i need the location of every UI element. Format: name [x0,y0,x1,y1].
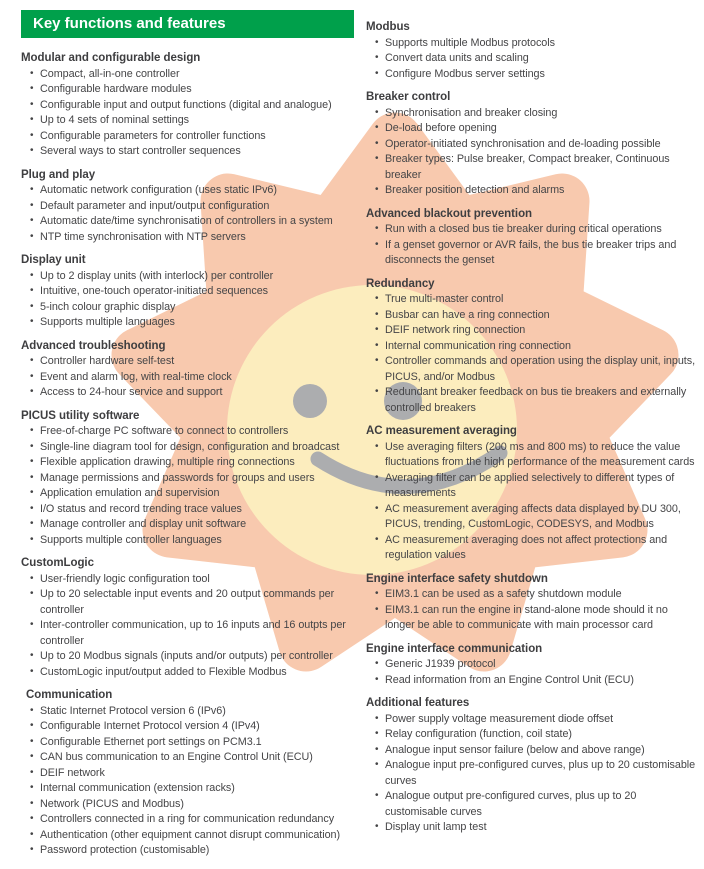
feature-item [21,214,361,230]
feature-list [366,657,699,688]
feature-list [21,704,361,859]
feature-item-text: De-load before opening [385,122,497,134]
bullet-icon: • [375,238,379,250]
feature-item-text: Static Internet Protocol version 6 (IPv6) [40,704,226,717]
bullet-icon: • [30,199,34,211]
feature-item [366,238,699,269]
bullet-icon: • [30,98,34,110]
bullet-icon: • [375,821,379,832]
bullet-icon: • [30,766,34,778]
bullet-icon: • [375,153,379,164]
feature-list [21,424,361,548]
feature-list [21,572,361,681]
feature-item-text: Use averaging filters (200 ms and 800 ms) to reduce the value fluctuations from the high performance of the measurement cards [385,440,695,468]
bullet-icon: • [30,129,34,141]
bullet-icon: • [375,339,379,351]
feature-item-text: Generic J1939 protocol [385,658,496,670]
feature-item [21,618,361,649]
bullet-icon: • [30,751,34,762]
bullet-icon: • [375,36,379,48]
feature-item-text: Read information from an Engine Control Unit (ECU) [385,673,634,686]
feature-item [21,649,361,665]
feature-item [366,789,699,820]
bullet-icon: • [375,603,379,615]
bullet-icon: • [375,355,379,366]
bullet-icon: • [375,308,379,320]
feature-item [21,502,361,518]
feature-item-text: If a genset governor or AVR fails, the bus tie breaker trips and disconnects the genset [385,238,677,266]
bullet-icon: • [30,456,34,467]
feature-list [366,106,699,199]
left-column-sections [21,51,361,859]
feature-item-text: Power supply voltage measurement diode offset [385,712,614,725]
bullet-icon: • [30,300,34,312]
feature-item-text: Password protection (customisable) [40,844,210,856]
bullet-icon: • [30,386,34,397]
feature-item-text: Configurable Internet Protocol version 4 (IPv4) [40,720,260,732]
bullet-icon: • [30,67,34,79]
bullet-icon: • [30,797,34,809]
feature-item-text: Manage permissions and passwords for groups and users [40,471,315,484]
feature-item-text: Breaker types: Pulse breaker, Compact breaker, Continuous breaker [385,153,670,181]
feature-item [21,572,361,588]
feature-item [21,517,361,533]
bullet-icon: • [30,782,34,793]
feature-item-text: Free-of-charge PC software to connect to controllers [40,425,289,437]
feature-item [366,471,699,502]
feature-item-text: EIM3.1 can run the engine in stand-alone mode should it no longer be able to communicate with main processor card [385,603,668,631]
feature-item-text: Internal communication (extension racks) [40,782,235,794]
feature-item-text: User-friendly logic configuration tool [40,572,210,585]
feature-list [21,269,361,331]
feature-list [366,222,699,269]
feature-item [366,323,699,339]
feature-item-text: Configure Modbus server settings [385,67,545,80]
bullet-icon: • [30,269,34,281]
bullet-icon: • [375,743,379,755]
bullet-icon: • [30,184,34,195]
feature-item-text: Analogue input pre-configured curves, plus up to 20 customisable curves [385,759,696,787]
bullet-icon: • [30,720,34,731]
bullet-icon: • [375,759,379,770]
bullet-icon: • [30,588,34,599]
feature-item-text: Controller hardware self-test [40,355,175,367]
feature-item-text: Up to 4 sets of nominal settings [40,114,190,126]
feature-item-text: EIM3.1 can be used as a safety shutdown module [385,588,622,600]
feature-item [366,533,699,564]
section-heading: Engine interface safety shutdown [366,572,548,585]
bullet-icon: • [30,471,34,483]
feature-item [366,657,699,673]
feature-item-text: Event and alarm log, with real-time clock [40,370,232,383]
feature-item-text: Flexible application drawing, multiple ring connections [40,456,295,468]
feature-item [21,665,361,681]
bullet-icon: • [30,230,34,242]
feature-list [366,292,699,416]
feature-item-text: Intuitive, one-touch operator-initiated sequences [40,285,269,297]
feature-item [366,308,699,324]
feature-item [21,183,361,199]
bullet-icon: • [375,386,379,397]
feature-item [366,502,699,533]
feature-item-text: DEIF network [40,766,105,779]
section-heading: Additional features [366,697,470,709]
feature-item [21,828,361,844]
feature-item-text: Manage controller and display unit software [40,518,247,530]
feature-item-text: Automatic network configuration (uses static IPv6) [40,184,277,196]
feature-item [21,199,361,215]
feature-item-text: Analogue input sensor failure (below and above range) [385,743,645,756]
feature-item [21,98,361,114]
feature-item-text: Supports multiple Modbus protocols [385,36,555,49]
right-column-sections [366,20,699,836]
section-heading: Advanced troubleshooting [21,339,166,352]
feature-item [21,354,361,370]
feature-item [366,673,699,689]
feature-item-text: Internal communication ring connection [385,339,571,352]
feature-list [21,67,361,160]
feature-item [366,354,699,385]
feature-item-text: Up to 20 Modbus signals (inputs and/or outputs) per controller [40,650,333,662]
feature-item [366,106,699,122]
bullet-icon: • [375,106,379,118]
bullet-icon: • [30,440,34,452]
bullet-icon: • [30,828,34,840]
bullet-icon: • [30,355,34,366]
bullet-icon: • [30,425,34,436]
page-title: Key functions and features [21,10,354,38]
feature-item [366,440,699,471]
bullet-icon: • [375,184,379,195]
feature-item [21,587,361,618]
bullet-icon: • [375,658,379,669]
bullet-icon: • [30,704,34,716]
feature-item [366,727,699,743]
feature-item-text: Run with a closed bus tie breaker during critical operations [385,223,662,235]
bullet-icon: • [30,665,34,677]
feature-item [21,284,361,300]
feature-item-text: Configurable Ethernet port settings on PCM3.1 [40,735,262,748]
feature-item [21,113,361,129]
feature-item-text: Up to 20 selectable input events and 20 output commands per controller [40,588,335,616]
feature-item [366,121,699,137]
bullet-icon: • [30,145,34,156]
section-heading: Engine interface communication [366,642,543,655]
feature-item [21,144,361,160]
feature-item-text: Controller commands and operation using the display unit, inputs, PICUS, and/or Modbus [385,355,696,383]
feature-item-text: Convert data units and scaling [385,52,529,64]
feature-list [366,587,699,634]
feature-item-text: Automatic date/time synchronisation of controllers in a system [40,215,333,227]
feature-item [366,743,699,759]
bullet-icon: • [375,440,379,452]
feature-item [366,385,699,416]
bullet-icon: • [30,487,34,498]
bullet-icon: • [375,471,379,483]
feature-item [21,82,361,98]
feature-item-text: NTP time synchronisation with NTP servers [40,230,246,243]
feature-item-text: Supports multiple controller languages [40,533,222,546]
bullet-icon: • [30,114,34,125]
feature-item [366,152,699,183]
section-heading: Redundancy [366,277,435,290]
feature-item-text: Default parameter and input/output configuration [40,199,270,212]
feature-item-text: Inter-controller communication, up to 16 inputs and 16 outpts per controller [40,619,346,647]
section-heading: Modular and configurable design [21,52,201,64]
bullet-icon: • [30,844,34,855]
bullet-icon: • [30,316,34,327]
feature-item-text: Several ways to start controller sequences [40,145,241,157]
feature-item [21,424,361,440]
feature-item-text: Breaker position detection and alarms [385,184,565,196]
feature-list [366,36,699,83]
feature-item [366,758,699,789]
bullet-icon: • [375,293,379,304]
feature-item-text: 5-inch colour graphic display [40,300,176,313]
feature-item [21,300,361,316]
feature-item-text: Display unit lamp test [385,821,487,833]
bullet-icon: • [375,502,379,514]
feature-item [366,36,699,52]
section-heading: Display unit [21,254,86,266]
feature-item [366,820,699,836]
feature-item [21,370,361,386]
feature-item [21,781,361,797]
feature-item [21,471,361,487]
bullet-icon: • [375,137,379,149]
bullet-icon: • [375,533,379,545]
section-heading: AC measurement averaging [366,425,517,437]
feature-item-text: Averaging filter can be applied selectively to different types of measurements [385,471,675,499]
bullet-icon: • [30,533,34,545]
left-column [21,10,361,859]
feature-item-text: Relay configuration (function, coil state) [385,728,572,740]
bullet-icon: • [375,588,379,599]
feature-item-text: Controllers connected in a ring for communication redundancy [40,813,335,825]
feature-item [366,712,699,728]
feature-item [366,183,699,199]
feature-item-text: Configurable hardware modules [40,83,192,95]
bullet-icon: • [30,215,34,226]
feature-list [21,183,361,245]
feature-item [21,230,361,246]
feature-item-text: Application emulation and supervision [40,487,220,499]
feature-item [21,704,361,720]
bullet-icon: • [30,735,34,747]
feature-list [366,440,699,564]
feature-item [366,222,699,238]
feature-item-text: Network (PICUS and Modbus) [40,797,184,810]
feature-item [21,719,361,735]
section-heading: Modbus [366,21,410,33]
feature-item [21,797,361,813]
feature-item-text: Access to 24-hour service and support [40,386,223,398]
feature-item-text: True multi-master control [385,293,504,305]
feature-item [21,843,361,859]
feature-item [366,339,699,355]
section-heading: Breaker control [366,91,451,103]
feature-item-text: Operator-initiated synchronisation and de-loading possible [385,137,661,150]
section-heading: PICUS utility software [21,409,140,422]
feature-item-text: Authentication (other equipment cannot disrupt communication) [40,828,341,841]
feature-item [21,315,361,331]
feature-item-text: Configurable parameters for controller functions [40,129,266,142]
bullet-icon: • [375,324,379,335]
feature-item [21,486,361,502]
bullet-icon: • [30,572,34,584]
bullet-icon: • [30,83,34,94]
right-column [366,12,699,836]
feature-item-text: Redundant breaker feedback on bus tie breakers and externally controlled breakers [385,386,687,414]
bullet-icon: • [30,619,34,630]
feature-item-text: Single-line diagram tool for design, configuration and broadcast [40,440,340,453]
feature-item-text: Analogue output pre-configured curves, plus up to 20 customisable curves [385,790,637,818]
feature-item-text: Synchronisation and breaker closing [385,106,558,119]
feature-item-text: Supports multiple languages [40,316,175,328]
feature-item [21,385,361,401]
bullet-icon: • [375,712,379,724]
section-heading: CustomLogic [21,557,94,569]
bullet-icon: • [30,285,34,296]
bullet-icon: • [30,502,34,514]
feature-item [21,750,361,766]
feature-item-text: Busbar can have a ring connection [385,308,550,321]
feature-item [21,533,361,549]
feature-item-text: Compact, all-in-one controller [40,67,180,80]
bullet-icon: • [375,673,379,685]
feature-item [21,129,361,145]
feature-item-text: CustomLogic input/output added to Flexible Modbus [40,665,287,678]
feature-item [21,440,361,456]
bullet-icon: • [375,728,379,739]
feature-item [366,587,699,603]
feature-item [21,812,361,828]
feature-list [21,354,361,401]
feature-item [21,269,361,285]
section-heading: Advanced blackout prevention [366,207,533,220]
section-heading: Plug and play [21,168,96,181]
feature-item-text: AC measurement averaging affects data displayed by DU 300, PICUS, trending, CustomLogic, CODESYS, and Modbus [385,502,681,530]
feature-item [21,735,361,751]
bullet-icon: • [30,650,34,661]
section-heading: Communication [26,689,113,701]
bullet-icon: • [375,67,379,79]
bullet-icon: • [30,813,34,824]
feature-item [21,67,361,83]
bullet-icon: • [375,790,379,801]
feature-item [366,603,699,634]
feature-item-text: CAN bus communication to an Engine Control Unit (ECU) [40,751,313,763]
feature-item [366,67,699,83]
feature-item-text: I/O status and record trending trace values [40,502,242,515]
bullet-icon: • [375,223,379,234]
feature-item-text: Up to 2 display units (with interlock) per controller [40,269,274,282]
feature-item [21,455,361,471]
feature-list [366,712,699,836]
feature-item [366,137,699,153]
bullet-icon: • [30,518,34,529]
bullet-icon: • [30,370,34,382]
bullet-icon: • [375,122,379,133]
feature-item-text: AC measurement averaging does not affect protections and regulation values [385,533,668,561]
feature-item [21,766,361,782]
feature-item [366,51,699,67]
feature-item-text: DEIF network ring connection [385,324,526,336]
bullet-icon: • [375,52,379,63]
feature-item-text: Configurable input and output functions (digital and analogue) [40,98,332,111]
feature-item [366,292,699,308]
